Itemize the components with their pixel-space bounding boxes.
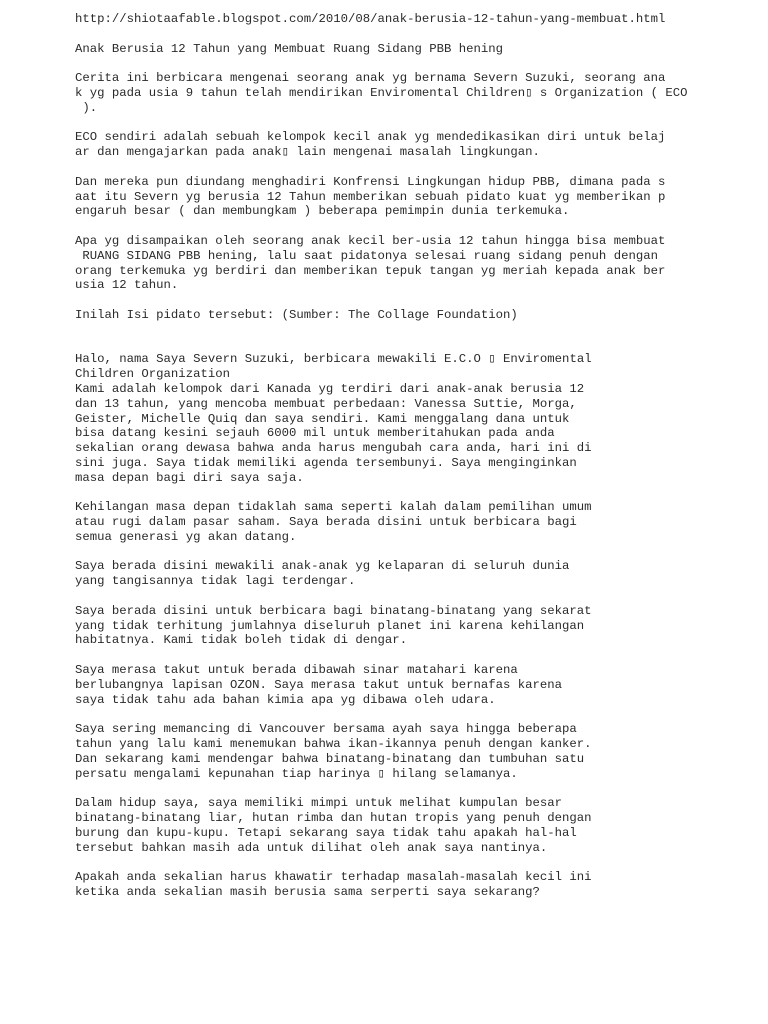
text-line: Saya merasa takut untuk berada dibawah sinar matahari karena [75,663,518,678]
text-line: ). [75,100,98,115]
spacer [75,160,735,175]
text-line: ar dan mengajarkan pada anak▯ lain mengenai masalah lingkungan. [75,145,540,160]
intro-paragraph [75,234,735,293]
text-line: binatang-binatang liar, hutan rimba dan hutan tropis yang penuh dengan [75,811,592,826]
text-line: orang terkemuka yg berdiri dan memberikan tepuk tangan yg meriah kepada anak ber [75,263,666,278]
text-line: burung dan kupu-kupu. Tetapi sekarang saya tidak tahu apakah hal-hal [75,825,577,840]
text-line: Apa yg disampaikan oleh seorang anak kecil ber-usia 12 tahun hingga bisa membuat [75,233,666,248]
text-line: dan 13 tahun, yang mencoba membuat perbedaan: Vanessa Suttie, Morga, [75,396,577,411]
spacer [75,855,735,870]
text-line: bisa datang kesini sejauh 6000 mil untuk memberitahukan pada anda [75,426,555,441]
text-line: saya tidak tahu ada bahan kimia apa yg dibawa oleh udara. [75,692,496,707]
speech-paragraph [75,559,735,589]
intro-paragraph [75,71,735,115]
text-line: atau rugi dalam pasar saham. Saya berada disini untuk berbicara bagi [75,515,577,530]
speech-paragraph [75,796,735,855]
speech-paragraph [75,663,735,707]
text-line: ECO sendiri adalah sebuah kelompok kecil anak yg mendedikasikan diri untuk belaj [75,130,666,145]
text-line: yang tidak terhitung jumlahnya diseluruh planet ini karena kehilangan [75,618,585,633]
text-line: Dalam hidup saya, saya memiliki mimpi untuk melihat kumpulan besar [75,796,563,811]
text-line: tersebut bahkan masih ada untuk dilihat oleh anak saya nantinya. [75,840,548,855]
spacer [75,781,735,796]
speech-paragraph [75,604,735,648]
text-line: semua generasi yg akan datang. [75,529,297,544]
text-line: ketika anda sekalian masih berusia sama serperti saya sekarang? [75,885,540,900]
spacer [75,116,735,131]
speech-paragraph [75,870,735,900]
text-line: aat itu Severn yg berusia 12 Tahun memberikan sebuah pidato kuat yg memberikan p [75,189,666,204]
text-line: usia 12 tahun. [75,278,179,293]
text-line: habitatnya. Kami tidak boleh tidak di dengar. [75,633,408,648]
text-line: k yg pada usia 9 tahun telah mendirikan Enviromental Children▯ s Organization ( ECO [75,85,688,100]
spacer [75,293,735,308]
text-line: Kami adalah kelompok dari Kanada yg terdiri dari anak-anak berusia 12 [75,381,585,396]
document-page [75,12,735,900]
text-line: masa depan bagi diri saya saja. [75,470,304,485]
text-line: yang tangisannya tidak lagi terdengar. [75,574,356,589]
speech-section [75,352,735,899]
spacer [75,323,735,353]
spacer [75,707,735,722]
text-line: Inilah Isi pidato tersebut: (Sumber: The Collage Foundation) [75,307,518,322]
speech-paragraph [75,500,735,544]
text-line: Dan mereka pun diundang menghadiri Konfrensi Lingkungan hidup PBB, dimana pada s [75,174,666,189]
text-line: engaruh besar ( dan membungkam ) beberapa pemimpin dunia terkemuka. [75,204,570,219]
spacer [75,589,735,604]
text-line: RUANG SIDANG PBB hening, lalu saat pidatonya selesai ruang sidang penuh dengan [75,248,658,263]
intro-paragraph [75,308,735,323]
text-line: Dan sekarang kami mendengar bahwa binatang-binatang dan tumbuhan satu [75,751,585,766]
intro-paragraph [75,130,735,160]
text-line: berlubangnya lapisan OZON. Saya merasa takut untuk bernafas karena [75,677,563,692]
spacer [75,56,735,71]
text-line: Saya sering memancing di Vancouver bersama ayah saya hingga beberapa [75,722,577,737]
spacer [75,648,735,663]
text-line: Saya berada disini untuk berbicara bagi binatang-binatang yang sekarat [75,603,592,618]
text-line: Apakah anda sekalian harus khawatir terhadap masalah-masalah kecil ini [75,870,592,885]
text-line: Kehilangan masa depan tidaklah sama seperti kalah dalam pemilihan umum [75,500,592,515]
spacer [75,545,735,560]
intro-paragraph [75,175,735,219]
text-line: Saya berada disini mewakili anak-anak yg kelaparan di seluruh dunia [75,559,570,574]
text-line: Cerita ini berbicara mengenai seorang anak yg bernama Severn Suzuki, seorang ana [75,71,666,86]
text-line: sekalian orang dewasa bahwa anda harus mengubah cara anda, hari ini di [75,441,592,456]
text-line: Halo, nama Saya Severn Suzuki, berbicara mewakili E.C.O ▯ Enviromental [75,352,592,367]
spacer [75,486,735,501]
text-line: Geister, Michelle Quiq dan saya sendiri. Kami menggalang dana untuk [75,411,570,426]
text-line: Children Organization [75,367,230,382]
intro-section [75,71,735,323]
spacer [75,27,735,42]
article-title: Anak Berusia 12 Tahun yang Membuat Ruang Sidang PBB hening [75,41,504,56]
speech-paragraph [75,352,735,485]
text-line: sini juga. Saya tidak memiliki agenda tersembunyi. Saya menginginkan [75,455,577,470]
spacer [75,219,735,234]
text-line: persatu mengalami kepunahan tiap harinya ▯ hilang selamanya. [75,766,518,781]
speech-paragraph [75,722,735,781]
text-line: tahun yang lalu kami menemukan bahwa ikan-ikannya penuh dengan kanker. [75,737,592,752]
source-url: http://shiotaafable.blogspot.com/2010/08/anak-berusia-12-tahun-yang-membuat.html [75,12,666,26]
